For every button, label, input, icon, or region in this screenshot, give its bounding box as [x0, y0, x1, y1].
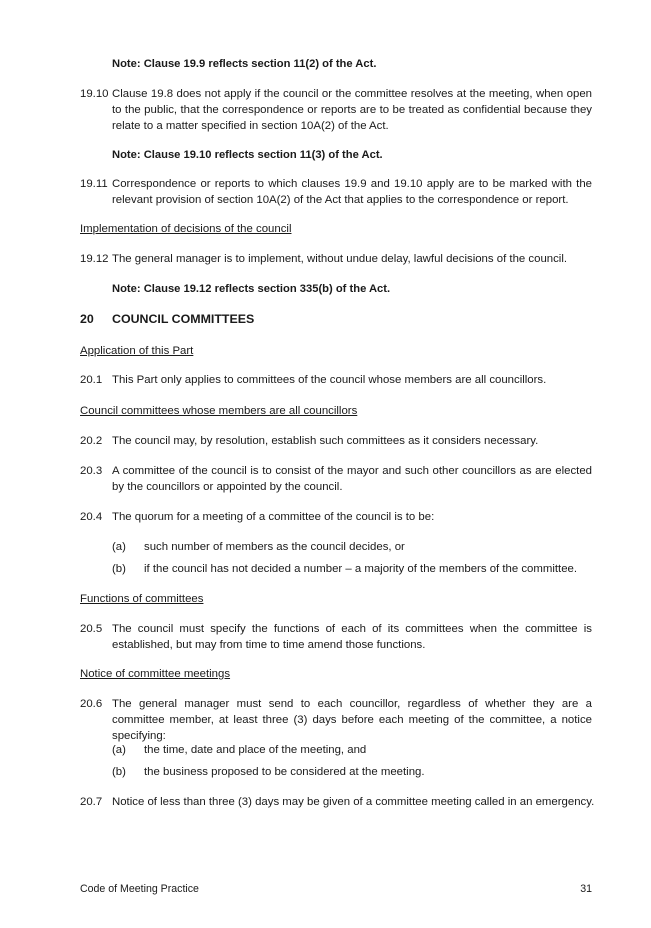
item-label: (b) — [112, 766, 126, 778]
clause-text: The council must specify the functions of each of its committees when the committee is established, but may from time to time amend those functions. — [112, 623, 592, 651]
clause-text: The council may, by resolution, establish such committees as it considers necessary. — [112, 435, 539, 447]
item-label: (a) — [112, 541, 126, 553]
clause-19-12 — [80, 251, 592, 267]
clause-text: Correspondence or reports to which clauses 19.9 and 19.10 apply are to be marked with the relevant provision of section 10A(2) of the Act that applies to the correspondence or report. — [112, 178, 592, 206]
clause-text: The general manager must send to each councillor, regardless of whether they are a committee member, at least three (3) days before each meeting of the committee, a notice specifying: — [112, 698, 592, 742]
item-label: (a) — [112, 744, 126, 756]
clause-number: 19.12 — [80, 253, 109, 265]
clause-number: 20.2 — [80, 435, 103, 447]
clause-20-7 — [80, 794, 595, 810]
clause-20-6 — [80, 696, 592, 744]
clause-text: The quorum for a meeting of a committee of the council is to be: — [112, 511, 435, 523]
clause-19-10 — [80, 86, 592, 134]
clause-text: A committee of the council is to consist of the mayor and such other councillors as are elected by the councillors or appointed by the council. — [112, 465, 592, 493]
clause-text: Clause 19.8 does not apply if the council or the committee resolves at the meeting, when open to the public, that the correspondence or reports are to be treated as confidential because they relate to a matter specified in section 10A(2) of the Act. — [112, 88, 592, 132]
clause-20-1 — [80, 372, 592, 388]
clause-text: The general manager is to implement, without undue delay, lawful decisions of the council. — [112, 253, 568, 265]
section-title-text: COUNCIL COMMITTEES — [112, 312, 255, 326]
clause-number: 20.4 — [80, 511, 103, 523]
clause-20-4-item-b — [112, 561, 592, 577]
note-clause-19-9: Note: Clause 19.9 reflects section 11(2) of the Act. — [112, 58, 377, 70]
clause-number: 20.3 — [80, 465, 103, 477]
clause-20-2 — [80, 433, 592, 449]
clause-number: 20.1 — [80, 374, 103, 386]
item-text: such number of members as the council decides, or — [144, 541, 405, 553]
clause-20-3 — [80, 463, 592, 495]
clause-20-6-item-b — [112, 764, 592, 780]
clause-20-6-item-a — [112, 742, 592, 758]
note-clause-19-10: Note: Clause 19.10 reflects section 11(3) of the Act. — [112, 149, 383, 161]
footer-document-title: Code of Meeting Practice — [80, 883, 199, 895]
clause-number: 20.7 — [80, 796, 103, 808]
clause-20-4-item-a — [112, 539, 592, 555]
footer-page-number: 31 — [580, 883, 592, 895]
clause-number: 20.6 — [80, 698, 103, 710]
clause-number: 20.5 — [80, 623, 103, 635]
subheading-implementation: Implementation of decisions of the council — [80, 223, 292, 235]
clause-19-11 — [80, 176, 592, 208]
subheading-functions: Functions of committees — [80, 593, 204, 605]
item-text: the time, date and place of the meeting, and — [144, 744, 367, 756]
clause-text: Notice of less than three (3) days may be given of a committee meeting called in an emergency. — [112, 796, 595, 808]
section-20-title — [80, 311, 254, 327]
clause-text: This Part only applies to committees of the council whose members are all councillors. — [112, 374, 547, 386]
section-number: 20 — [80, 312, 94, 326]
item-label: (b) — [112, 563, 126, 575]
subheading-council-committees: Council committees whose members are all councillors — [80, 405, 358, 417]
clause-20-4 — [80, 509, 592, 525]
subheading-application: Application of this Part — [80, 345, 194, 357]
clause-20-5 — [80, 621, 592, 653]
clause-number: 19.10 — [80, 88, 109, 100]
note-clause-19-12: Note: Clause 19.12 reflects section 335(b) of the Act. — [112, 283, 391, 295]
subheading-notice: Notice of committee meetings — [80, 668, 231, 680]
clause-number: 19.11 — [80, 178, 108, 190]
item-text: if the council has not decided a number – a majority of the members of the committee. — [144, 563, 578, 575]
item-text: the business proposed to be considered at the meeting. — [144, 766, 425, 778]
